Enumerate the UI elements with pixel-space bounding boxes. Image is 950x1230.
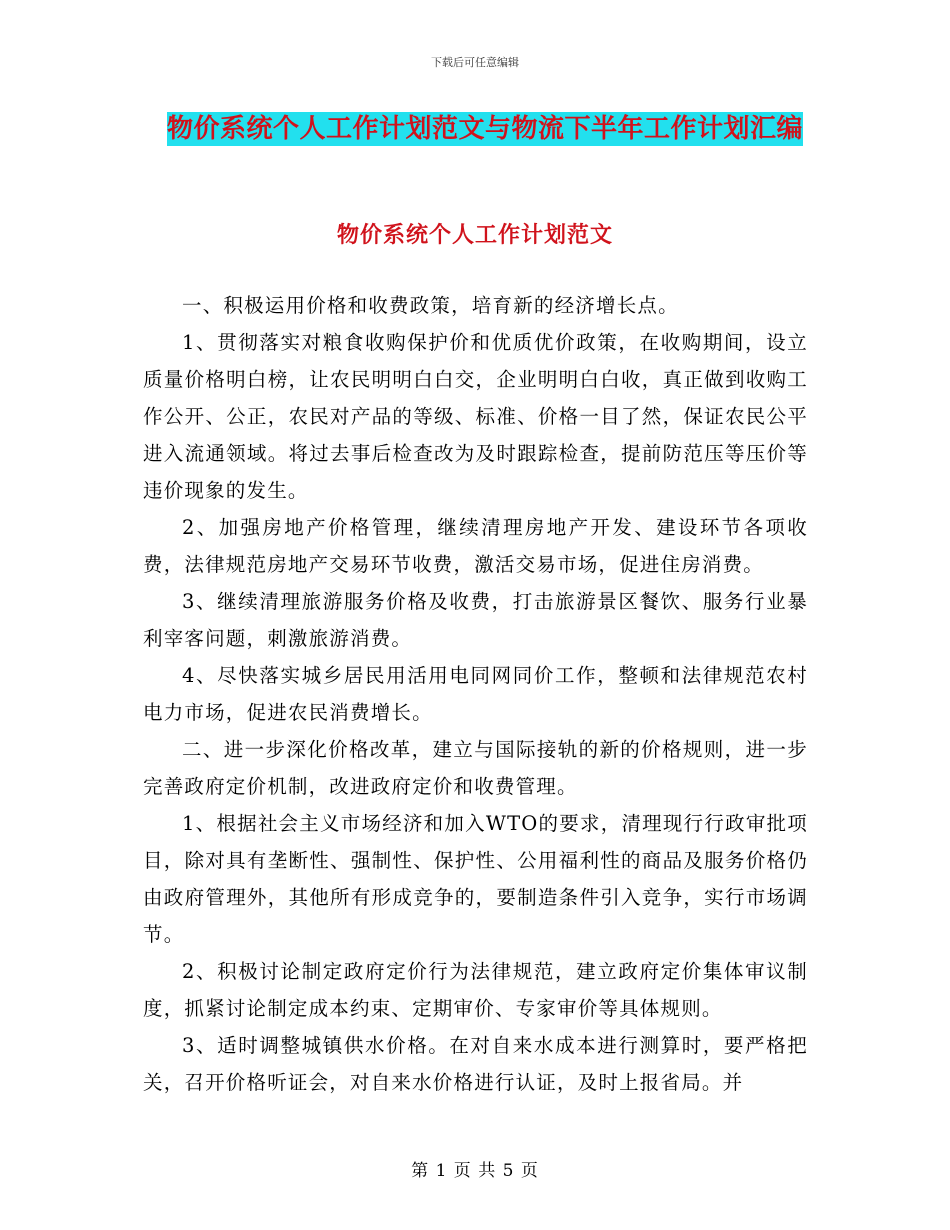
header-note: 下载后可任意编辑 bbox=[431, 56, 519, 69]
document-title bbox=[140, 106, 830, 152]
paragraph: 2、加强房地产价格管理，继续清理房地产开发、建设环节各项收费，法律规范房地产交易环节收费，激活交易市场，促进住房消费。 bbox=[143, 516, 808, 576]
document-body bbox=[143, 287, 808, 1101]
paragraph: 1、根据社会主义市场经济和加入WTO的要求，清理现行行政审批项目，除对具有垄断性、强制性、保护性、公用福利性的商品及服务价格仍由政府管理外，其他所有形成竞争的，要制造条件引入竞争，实行市场调节。 bbox=[143, 812, 808, 946]
paragraph: 3、继续清理旅游服务价格及收费，打击旅游景区餐饮、服务行业暴利宰客问题，刺激旅游消费。 bbox=[143, 590, 808, 650]
page-number-footer: 第 1 页 共 5 页 bbox=[411, 1161, 539, 1181]
paragraph: 一、积极运用价格和收费政策，培育新的经济增长点。 bbox=[182, 294, 679, 317]
paragraph: 2、积极讨论制定政府定价行为法律规范，建立政府定价集体审议制度，抓紧讨论制定成本约束、定期审价、专家审价等具体规则。 bbox=[143, 960, 808, 1020]
paragraph: 二、进一步深化价格改革，建立与国际接轨的新的价格规则，进一步完善政府定价机制，改进政府定价和收费管理。 bbox=[143, 738, 808, 798]
section-title: 物价系统个人工作计划范文 bbox=[336, 223, 613, 248]
paragraph: 3、适时调整城镇供水价格。在对自来水成本进行测算时，要严格把关，召开价格听证会，对自来水价格进行认证，及时上报省局。并 bbox=[143, 1034, 808, 1094]
paragraph: 1、贯彻落实对粮食收购保护价和优质优价政策，在收购期间，设立质量价格明白榜，让农民明明白白交，企业明明白白收，真正做到收购工作公开、公正，农民对产品的等级、标准、价格一目了然，保证农民公平进入流通领域。将过去事后检查改为及时跟踪检查，提前防范压等压价等违价现象的发生。 bbox=[143, 331, 808, 502]
paragraph: 4、尽快落实城乡居民用活用电同网同价工作，整顿和法律规范农村电力市场，促进农民消费增长。 bbox=[143, 664, 808, 724]
document-title-text: 物价系统个人工作计划范文与物流下半年工作计划汇编 bbox=[166, 114, 803, 144]
